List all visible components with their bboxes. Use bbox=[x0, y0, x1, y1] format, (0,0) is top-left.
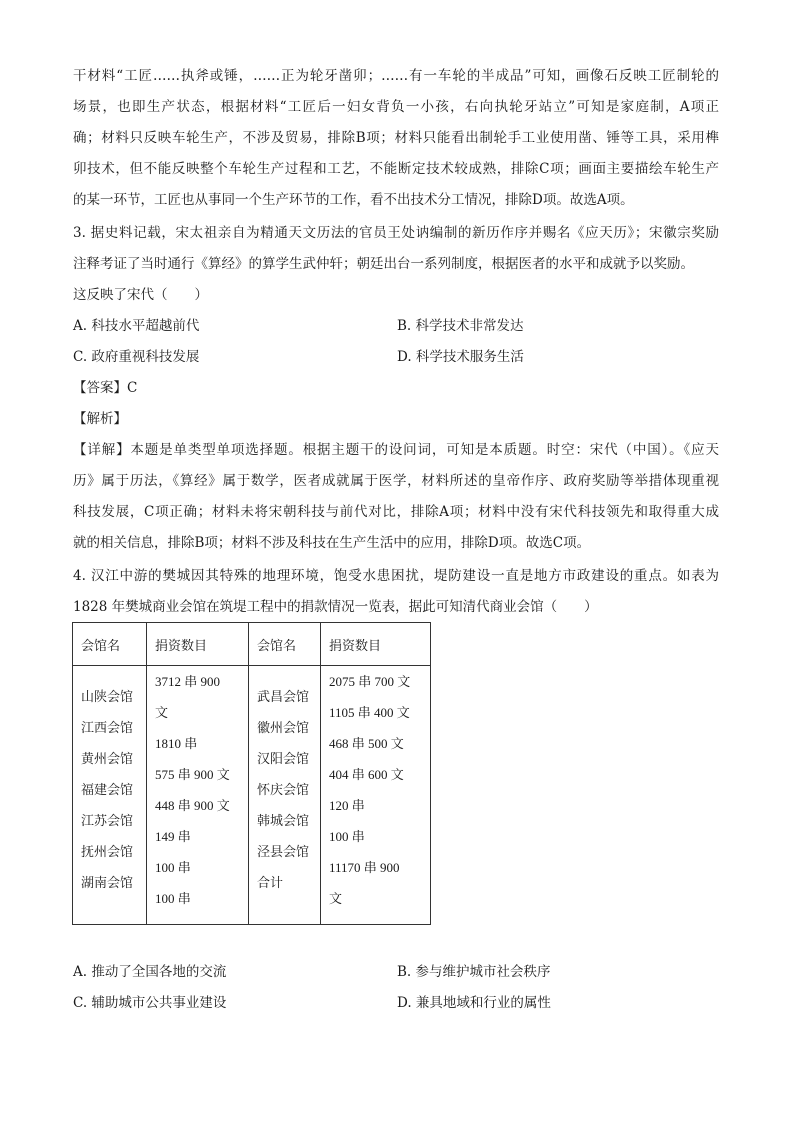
guild-total-label: 合计 bbox=[257, 876, 284, 891]
guild-name: 江西会馆 bbox=[81, 721, 134, 736]
donation-amount: 2075 串 700 文 bbox=[329, 674, 411, 689]
q3-option-d[interactable]: D. 科学技术服务生活 bbox=[397, 349, 524, 365]
detail-line: 科技发展，C项正确；材料未将宋朝科技与前代对比，排除A项；材料中没有宋代科技领先和取得重大成 bbox=[73, 504, 719, 520]
guild-name: 山陕会馆 bbox=[81, 690, 134, 705]
guild-name: 韩城会馆 bbox=[257, 814, 310, 829]
donation-amount: 100 串 bbox=[155, 891, 191, 906]
donation-amount: 100 串 bbox=[155, 860, 191, 875]
detail-line: 就的相关信息，排除B项；材料不涉及科技在生产生活中的应用，排除D项。故选C项。 bbox=[73, 535, 591, 551]
table-header: 捐资数目 bbox=[321, 623, 431, 666]
q4-option-c[interactable]: C. 辅助城市公共事业建设 bbox=[73, 995, 227, 1011]
explanation-line: 卯技术，但不能反映整个车轮生产过程和工艺，不能断定技术较成熟，排除C项；画面主要描绘车轮生产 bbox=[73, 161, 719, 177]
question-4-stem: 1828 年樊城商业会馆在筑堤工程中的捐款情况一览表，据此可知清代商业会馆（ ） bbox=[73, 599, 598, 615]
donation-amount: 3712 串 900 bbox=[155, 674, 221, 689]
table-row bbox=[73, 666, 431, 925]
donation-table bbox=[72, 622, 431, 925]
q4-option-d[interactable]: D. 兼具地域和行业的属性 bbox=[397, 995, 551, 1011]
guild-name: 福建会馆 bbox=[81, 783, 134, 798]
explanation-line: 场景，也即生产状态，根据材料“工匠后一妇女背负一小孩，右向执轮牙站立”可知是家庭制，A项正 bbox=[73, 99, 719, 115]
guild-name: 黄州会馆 bbox=[81, 752, 134, 767]
explanation-line: 的某一环节，工匠也从事同一个生产环节的工作，看不出技术分工情况，排除D项。故选A项。 bbox=[73, 192, 634, 208]
guild-name: 怀庆会馆 bbox=[257, 783, 310, 798]
guild-name: 泾县会馆 bbox=[257, 845, 310, 860]
q4-option-a[interactable]: A. 推动了全国各地的交流 bbox=[73, 964, 227, 980]
q3-option-a[interactable]: A. 科技水平超越前代 bbox=[73, 318, 200, 334]
donation-amount: 1105 串 400 文 bbox=[329, 705, 410, 720]
analysis-label: 【解析】 bbox=[73, 411, 127, 427]
question-4-stem: 4. 汉江中游的樊城因其特殊的地理环境，饱受水患困扰，堤防建设一直是地方市政建设的重点。如表为 bbox=[73, 568, 719, 584]
donation-amount: 120 串 bbox=[329, 798, 365, 813]
donation-amount: 100 串 bbox=[329, 829, 365, 844]
answer-label: 【答案】C bbox=[73, 380, 138, 396]
table-cell-amounts-left bbox=[147, 666, 249, 925]
table-cell-guilds-left bbox=[73, 666, 147, 925]
donation-total: 11170 串 900 bbox=[329, 860, 400, 875]
guild-name: 抚州会馆 bbox=[81, 845, 134, 860]
guild-name: 江苏会馆 bbox=[81, 814, 134, 829]
donation-amount: 404 串 600 文 bbox=[329, 767, 404, 782]
table-cell-guilds-right bbox=[249, 666, 321, 925]
guild-name: 湖南会馆 bbox=[81, 876, 134, 891]
q3-option-c[interactable]: C. 政府重视科技发展 bbox=[73, 349, 200, 365]
question-3-stem: 这反映了宋代（ ） bbox=[73, 287, 208, 303]
question-3-stem: 3. 据史料记载，宋太祖亲自为精通天文历法的官员王处讷编制的新历作序并赐名《应天历》；宋徽宗奖励 bbox=[73, 225, 719, 241]
donation-amount: 448 串 900 文 bbox=[155, 798, 230, 813]
explanation-line: 干材料“工匠……执斧或锤，……正为轮牙凿卯；……有一车轮的半成品”可知，画像石反映工匠制轮的 bbox=[73, 68, 719, 84]
guild-name: 徽州会馆 bbox=[257, 721, 310, 736]
table-cell-amounts-right bbox=[321, 666, 431, 925]
donation-amount: 149 串 bbox=[155, 829, 191, 844]
detail-line: 历》属于历法，《算经》属于数学，医者成就属于医学，材料所述的皇帝作序、政府奖励等举措体现重视 bbox=[73, 473, 719, 489]
donation-amount: 468 串 500 文 bbox=[329, 736, 404, 751]
guild-name: 武昌会馆 bbox=[257, 690, 310, 705]
table-header: 捐资数目 bbox=[147, 623, 249, 666]
table-header-row bbox=[73, 623, 431, 666]
question-3-stem: 注释考证了当时通行《算经》的算学生武仲轩；朝廷出台一系列制度，根据医者的水平和成就予以奖励。 bbox=[73, 256, 694, 272]
donation-total: 文 bbox=[329, 891, 343, 906]
detail-line: 【详解】本题是单类型单项选择题。根据主题干的设问词，可知是本质题。时空：宋代（中国）。《应天 bbox=[73, 442, 719, 458]
donation-amount: 575 串 900 文 bbox=[155, 767, 230, 782]
q4-option-b[interactable]: B. 参与维护城市社会秩序 bbox=[397, 964, 551, 980]
donation-amount: 1810 串 bbox=[155, 736, 198, 751]
table-header: 会馆名 bbox=[249, 623, 321, 666]
donation-amount: 文 bbox=[155, 705, 169, 720]
q3-option-b[interactable]: B. 科学技术非常发达 bbox=[397, 318, 524, 334]
guild-name: 汉阳会馆 bbox=[257, 752, 310, 767]
table-header: 会馆名 bbox=[73, 623, 147, 666]
explanation-line: 确；材料只反映车轮生产，不涉及贸易，排除B项；材料只能看出制轮手工业使用凿、锤等工具，采用榫 bbox=[73, 130, 719, 146]
